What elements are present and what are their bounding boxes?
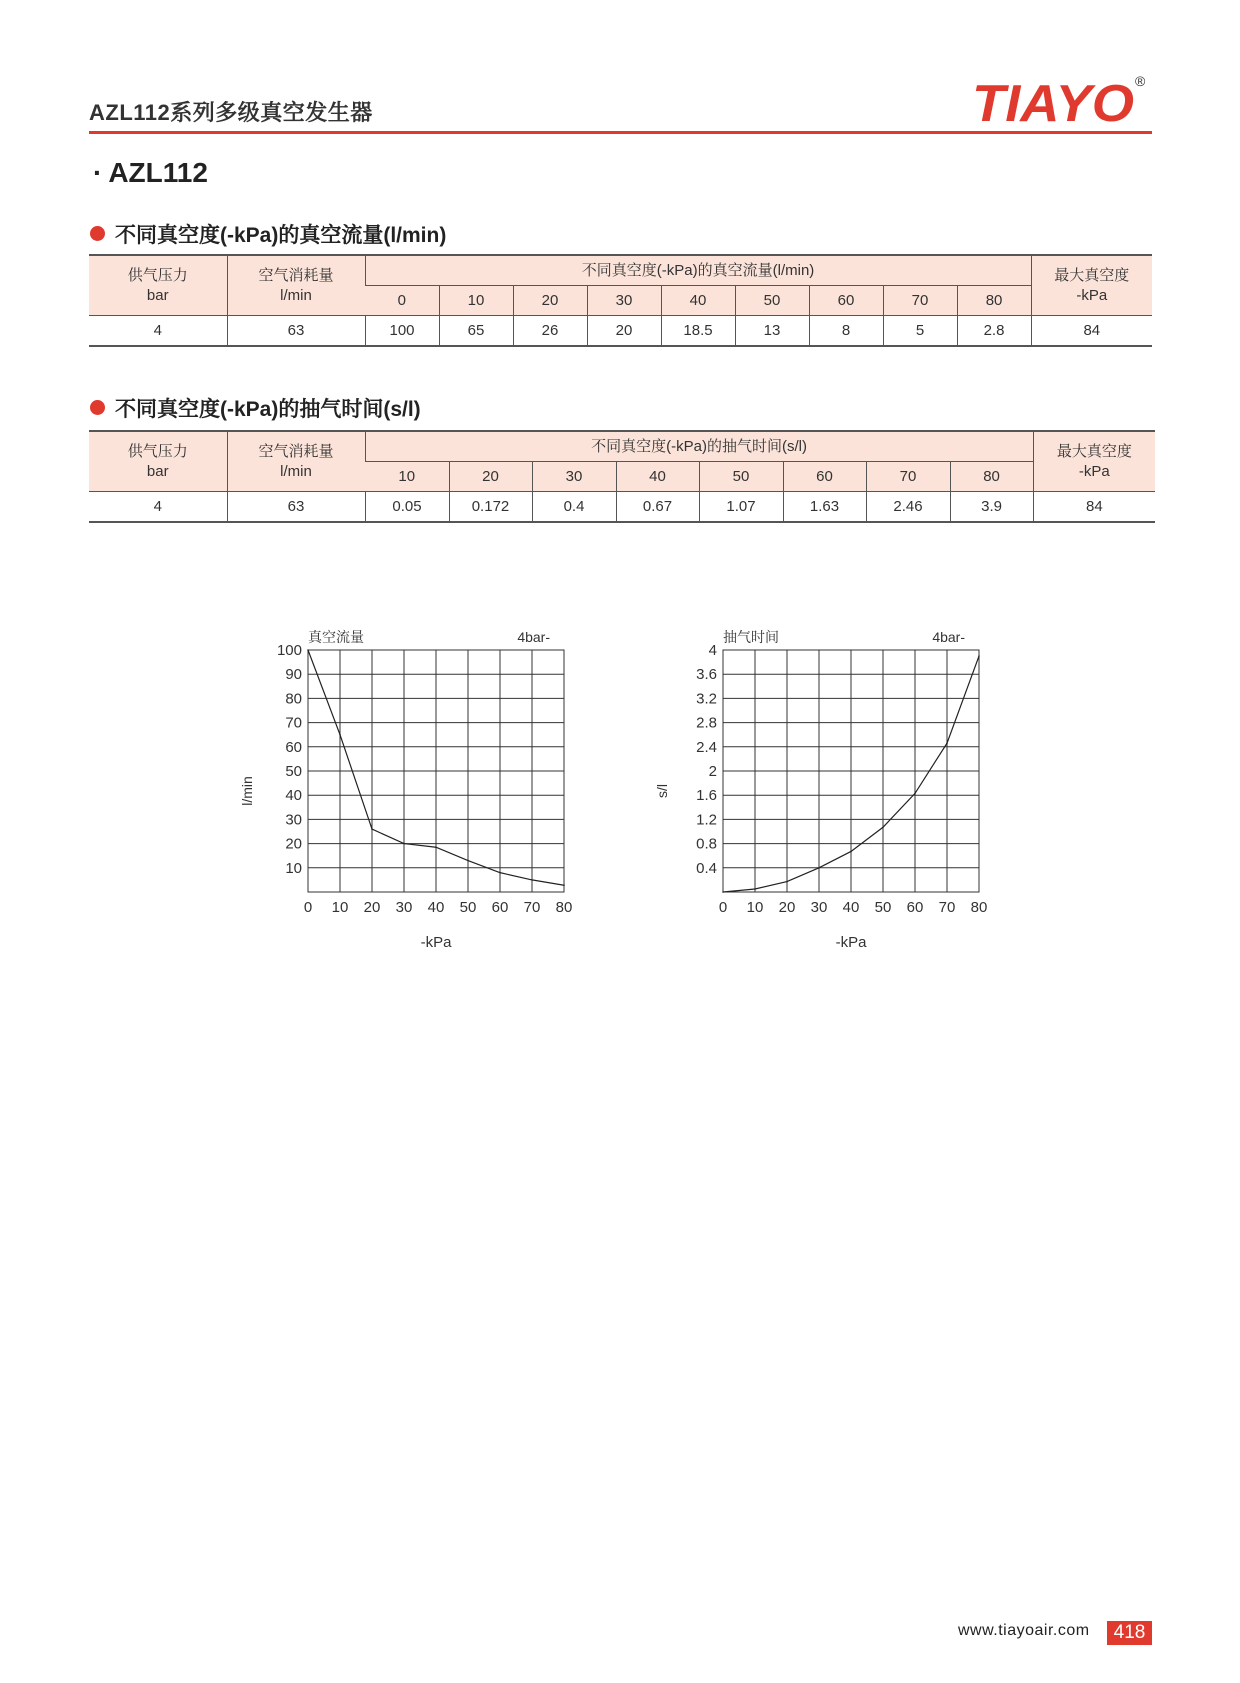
- vacuum-column-header: 40: [661, 286, 735, 316]
- y-tick-label: 3.6: [696, 666, 717, 684]
- flow-value: 26: [513, 316, 587, 347]
- data-point: [435, 846, 437, 848]
- y-axis-label: s/l: [654, 784, 670, 798]
- y-tick-label: 2.4: [696, 738, 717, 756]
- evacuation-time-value: 0.05: [365, 492, 449, 523]
- flow-table: [89, 254, 1152, 347]
- y-tick-label: 4: [708, 642, 717, 659]
- data-point: [818, 867, 820, 869]
- data-point: [371, 828, 373, 830]
- x-tick-label: 40: [842, 899, 860, 916]
- page-number: 418: [1107, 1621, 1152, 1645]
- x-tick-label: 0: [303, 899, 313, 916]
- section-heading-evacuation: [90, 393, 421, 423]
- x-tick-label: 70: [523, 899, 541, 916]
- vacuum-column-header: 20: [449, 462, 532, 492]
- x-tick-label: 30: [395, 899, 413, 916]
- air-consumption-value: 63: [227, 492, 365, 523]
- y-tick-label: 1.6: [696, 787, 717, 805]
- flow-chart: [230, 620, 600, 960]
- flow-value: 100: [365, 316, 439, 347]
- x-tick-label: 80: [555, 899, 573, 916]
- vacuum-column-header: 50: [699, 462, 783, 492]
- table-row: [89, 492, 1155, 523]
- supply-pressure-label: 供气压力: [127, 443, 188, 460]
- supply-pressure-header: [89, 255, 227, 316]
- supply-pressure-value: 4: [89, 492, 227, 523]
- y-tick-label: 80: [285, 690, 302, 708]
- max-vacuum-header: [1033, 431, 1155, 492]
- evacuation-time-value: 1.07: [699, 492, 783, 523]
- y-tick-label: 30: [285, 811, 302, 829]
- max-vacuum-unit: -kPa: [1078, 462, 1110, 480]
- x-tick-label: 50: [459, 899, 477, 916]
- data-point: [563, 884, 565, 886]
- x-tick-label: 60: [491, 899, 509, 916]
- flow-value: 65: [439, 316, 513, 347]
- footer-url: www.tiayoair.com: [958, 1622, 1090, 1639]
- data-point: [499, 872, 501, 874]
- vacuum-column-header: 60: [809, 286, 883, 316]
- evacuation-group-header: 不同真空度(-kPa)的抽气时间(s/l): [365, 431, 1033, 462]
- max-vacuum-unit: -kPa: [1076, 286, 1108, 304]
- x-tick-label: 30: [810, 899, 828, 916]
- data-point: [403, 843, 405, 845]
- vacuum-column-header: 30: [532, 462, 616, 492]
- data-point: [754, 888, 756, 890]
- y-tick-label: 2.8: [696, 714, 717, 732]
- supply-pressure-label: 供气压力: [127, 267, 188, 284]
- table-row: [89, 316, 1152, 347]
- y-tick-label: 10: [285, 859, 302, 877]
- max-vacuum-label: 最大真空度: [1054, 267, 1130, 284]
- data-point: [882, 826, 884, 828]
- evacuation-time-value: 0.4: [532, 492, 616, 523]
- air-consumption-header: [227, 431, 365, 492]
- flow-value: 5: [883, 316, 957, 347]
- flow-value: 18.5: [661, 316, 735, 347]
- supply-pressure-unit: bar: [146, 286, 169, 304]
- air-consumption-value: 63: [227, 316, 365, 347]
- supply-pressure-header: [89, 431, 227, 492]
- supply-pressure-value: 4: [89, 316, 227, 347]
- x-axis-label: -kPa: [420, 934, 452, 951]
- chart-title: 真空流量: [308, 629, 364, 645]
- evacuation-time-value: 2.46: [866, 492, 950, 523]
- vacuum-column-header: 10: [365, 462, 449, 492]
- evacuation-time-value: 3.9: [950, 492, 1033, 523]
- x-tick-label: 10: [746, 899, 764, 916]
- vacuum-column-header: 10: [439, 286, 513, 316]
- x-tick-label: 20: [778, 899, 796, 916]
- x-tick-label: 0: [718, 899, 728, 916]
- air-consumption-label: 空气消耗量: [258, 267, 334, 284]
- y-tick-label: 0.8: [696, 835, 717, 853]
- max-vacuum-value: 84: [1033, 492, 1155, 523]
- vacuum-column-header: 70: [883, 286, 957, 316]
- data-point: [978, 655, 980, 657]
- evacuation-time-value: 1.63: [783, 492, 866, 523]
- max-vacuum-header: [1031, 255, 1152, 316]
- x-tick-label: 70: [938, 899, 956, 916]
- vacuum-column-header: 30: [587, 286, 661, 316]
- data-point: [307, 649, 309, 651]
- chart-legend: 4bar-: [932, 629, 965, 645]
- vacuum-column-header: 0: [365, 286, 439, 316]
- y-tick-label: 0.4: [696, 859, 717, 877]
- data-point: [914, 793, 916, 795]
- model-bullet: ·: [93, 157, 103, 188]
- vacuum-column-header: 80: [957, 286, 1031, 316]
- supply-pressure-unit: bar: [146, 462, 169, 480]
- max-vacuum-label: 最大真空度: [1056, 443, 1132, 460]
- model-name: AZL112: [108, 157, 208, 188]
- vacuum-column-header: 40: [616, 462, 699, 492]
- air-consumption-label: 空气消耗量: [258, 443, 334, 460]
- registered-mark: ®: [1135, 73, 1146, 89]
- section-heading-flow-text: 不同真空度(-kPa)的真空流量(l/min): [115, 224, 447, 247]
- y-tick-label: 90: [285, 666, 302, 684]
- y-tick-label: 3.2: [696, 690, 717, 708]
- data-point: [946, 742, 948, 744]
- flow-value: 20: [587, 316, 661, 347]
- vacuum-column-header: 70: [866, 462, 950, 492]
- vacuum-column-header: 80: [950, 462, 1033, 492]
- flow-group-header: 不同真空度(-kPa)的真空流量(l/min): [365, 255, 1031, 286]
- chart-legend: 4bar-: [517, 629, 550, 645]
- evacuation-table: [89, 430, 1155, 523]
- y-tick-label: 20: [285, 835, 302, 853]
- max-vacuum-value: 84: [1031, 316, 1152, 347]
- air-consumption-header: [227, 255, 365, 316]
- air-consumption-unit: l/min: [280, 286, 312, 304]
- x-tick-label: 80: [970, 899, 988, 916]
- data-point: [339, 734, 341, 736]
- data-point: [531, 879, 533, 881]
- air-consumption-unit: l/min: [280, 462, 312, 480]
- evacuation-chart: [645, 620, 1015, 960]
- x-axis-label: -kPa: [835, 934, 867, 951]
- y-tick-label: 1.2: [696, 811, 717, 829]
- y-tick-label: 2: [708, 763, 717, 780]
- x-tick-label: 50: [874, 899, 892, 916]
- data-point: [850, 851, 852, 853]
- evacuation-time-value: 0.67: [616, 492, 699, 523]
- flow-value: 2.8: [957, 316, 1031, 347]
- x-tick-label: 10: [331, 899, 349, 916]
- y-axis-label: l/min: [239, 776, 255, 806]
- red-bullet-icon: [90, 400, 105, 415]
- section-heading-flow: [90, 219, 446, 249]
- y-tick-label: 60: [285, 738, 302, 756]
- evacuation-time-value: 0.172: [449, 492, 532, 523]
- vacuum-column-header: 50: [735, 286, 809, 316]
- flow-value: 13: [735, 316, 809, 347]
- y-tick-label: 100: [276, 642, 302, 659]
- page-title: AZL112系列多级真空发生器: [89, 100, 373, 125]
- section-heading-evacuation-text: 不同真空度(-kPa)的抽气时间(s/l): [115, 398, 421, 421]
- chart-title: 抽气时间: [723, 629, 779, 645]
- flow-value: 8: [809, 316, 883, 347]
- red-bullet-icon: [90, 226, 105, 241]
- data-point: [786, 881, 788, 883]
- x-tick-label: 40: [427, 899, 445, 916]
- header-rule: [89, 131, 1152, 134]
- brand-logo: [972, 70, 1152, 130]
- data-point: [722, 891, 724, 893]
- data-point: [467, 860, 469, 862]
- y-tick-label: 50: [285, 763, 302, 780]
- y-tick-label: 70: [285, 714, 302, 732]
- x-tick-label: 60: [906, 899, 924, 916]
- vacuum-column-header: 20: [513, 286, 587, 316]
- brand-logo-text: TIAYO: [972, 75, 1134, 130]
- x-tick-label: 20: [363, 899, 381, 916]
- vacuum-column-header: 60: [783, 462, 866, 492]
- model-heading: [93, 157, 208, 189]
- y-tick-label: 40: [285, 787, 302, 805]
